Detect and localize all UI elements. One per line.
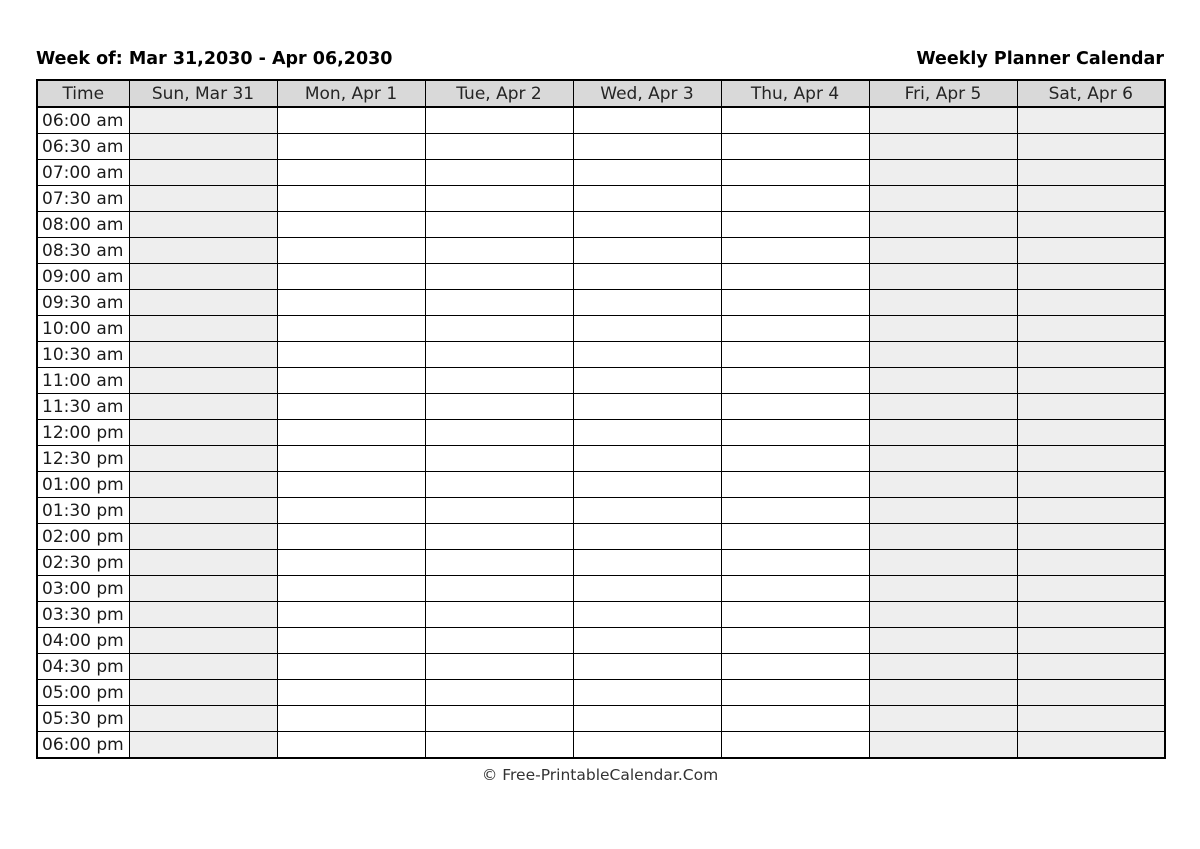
table-row: [37, 134, 1165, 160]
slot-cell-tue: [425, 446, 573, 472]
slot-cell-tue: [425, 602, 573, 628]
slot-cell-wed: [573, 628, 721, 654]
slot-cell-mon: [277, 472, 425, 498]
slot-cell-sat: [1017, 107, 1165, 134]
time-cell: 04:00 pm: [37, 628, 129, 654]
slot-cell-sun: [129, 368, 277, 394]
time-cell: 07:00 am: [37, 160, 129, 186]
table-row: [37, 290, 1165, 316]
slot-cell-tue: [425, 654, 573, 680]
slot-cell-sat: [1017, 290, 1165, 316]
slot-cell-thu: [721, 498, 869, 524]
slot-cell-wed: [573, 394, 721, 420]
slot-cell-mon: [277, 264, 425, 290]
slot-cell-sun: [129, 472, 277, 498]
slot-cell-sat: [1017, 654, 1165, 680]
table-row: [37, 472, 1165, 498]
col-header-time: Time: [37, 80, 129, 107]
table-row: [37, 342, 1165, 368]
slot-cell-sun: [129, 420, 277, 446]
slot-cell-tue: [425, 290, 573, 316]
time-cell: 06:30 am: [37, 134, 129, 160]
slot-cell-wed: [573, 342, 721, 368]
slot-cell-wed: [573, 602, 721, 628]
slot-cell-mon: [277, 290, 425, 316]
slot-cell-sat: [1017, 264, 1165, 290]
slot-cell-wed: [573, 524, 721, 550]
time-cell: 09:00 am: [37, 264, 129, 290]
table-row: [37, 107, 1165, 134]
slot-cell-wed: [573, 680, 721, 706]
slot-cell-tue: [425, 628, 573, 654]
table-row: [37, 680, 1165, 706]
slot-cell-wed: [573, 134, 721, 160]
time-cell: 12:00 pm: [37, 420, 129, 446]
slot-cell-sat: [1017, 680, 1165, 706]
slot-cell-thu: [721, 706, 869, 732]
col-header-thu: Thu, Apr 4: [721, 80, 869, 107]
time-cell: 01:00 pm: [37, 472, 129, 498]
slot-cell-fri: [869, 186, 1017, 212]
table-row: [37, 446, 1165, 472]
slot-cell-wed: [573, 550, 721, 576]
slot-cell-sat: [1017, 550, 1165, 576]
planner-table: [36, 79, 1166, 759]
slot-cell-thu: [721, 134, 869, 160]
slot-cell-wed: [573, 498, 721, 524]
time-cell: 08:30 am: [37, 238, 129, 264]
slot-cell-fri: [869, 524, 1017, 550]
table-row: [37, 186, 1165, 212]
slot-cell-wed: [573, 368, 721, 394]
slot-cell-wed: [573, 576, 721, 602]
table-row: [37, 706, 1165, 732]
slot-cell-tue: [425, 524, 573, 550]
slot-cell-fri: [869, 550, 1017, 576]
slot-cell-fri: [869, 394, 1017, 420]
slot-cell-sat: [1017, 160, 1165, 186]
time-cell: 05:00 pm: [37, 680, 129, 706]
slot-cell-fri: [869, 472, 1017, 498]
slot-cell-thu: [721, 732, 869, 759]
slot-cell-mon: [277, 160, 425, 186]
slot-cell-sun: [129, 576, 277, 602]
slot-cell-mon: [277, 394, 425, 420]
time-cell: 06:00 am: [37, 107, 129, 134]
slot-cell-tue: [425, 472, 573, 498]
time-cell: 10:30 am: [37, 342, 129, 368]
slot-cell-tue: [425, 680, 573, 706]
slot-cell-wed: [573, 446, 721, 472]
slot-cell-sun: [129, 550, 277, 576]
table-row: [37, 498, 1165, 524]
time-cell: 03:30 pm: [37, 602, 129, 628]
slot-cell-tue: [425, 264, 573, 290]
slot-cell-fri: [869, 212, 1017, 238]
slot-cell-wed: [573, 238, 721, 264]
slot-cell-sat: [1017, 134, 1165, 160]
slot-cell-sun: [129, 498, 277, 524]
time-cell: 02:00 pm: [37, 524, 129, 550]
slot-cell-tue: [425, 706, 573, 732]
time-cell: 03:00 pm: [37, 576, 129, 602]
slot-cell-tue: [425, 368, 573, 394]
slot-cell-thu: [721, 420, 869, 446]
slot-cell-mon: [277, 212, 425, 238]
table-row: [37, 160, 1165, 186]
col-header-tue: Tue, Apr 2: [425, 80, 573, 107]
slot-cell-sat: [1017, 472, 1165, 498]
time-cell: 01:30 pm: [37, 498, 129, 524]
slot-cell-sun: [129, 732, 277, 759]
slot-cell-thu: [721, 602, 869, 628]
slot-cell-fri: [869, 368, 1017, 394]
slot-cell-sun: [129, 160, 277, 186]
slot-cell-wed: [573, 654, 721, 680]
slot-cell-sat: [1017, 394, 1165, 420]
slot-cell-wed: [573, 420, 721, 446]
slot-cell-fri: [869, 654, 1017, 680]
slot-cell-tue: [425, 420, 573, 446]
slot-cell-sun: [129, 394, 277, 420]
slot-cell-fri: [869, 732, 1017, 759]
slot-cell-tue: [425, 394, 573, 420]
slot-cell-mon: [277, 368, 425, 394]
slot-cell-thu: [721, 628, 869, 654]
slot-cell-sun: [129, 628, 277, 654]
slot-cell-mon: [277, 706, 425, 732]
slot-cell-mon: [277, 498, 425, 524]
slot-cell-sun: [129, 342, 277, 368]
slot-cell-wed: [573, 107, 721, 134]
slot-cell-fri: [869, 160, 1017, 186]
slot-cell-wed: [573, 160, 721, 186]
slot-cell-thu: [721, 680, 869, 706]
slot-cell-fri: [869, 602, 1017, 628]
table-row: [37, 212, 1165, 238]
slot-cell-thu: [721, 212, 869, 238]
week-range-title: Week of: Mar 31,2030 - Apr 06,2030: [36, 49, 393, 69]
slot-cell-wed: [573, 186, 721, 212]
slot-cell-fri: [869, 316, 1017, 342]
slot-cell-mon: [277, 238, 425, 264]
slot-cell-mon: [277, 654, 425, 680]
slot-cell-mon: [277, 732, 425, 759]
slot-cell-fri: [869, 107, 1017, 134]
table-row: [37, 368, 1165, 394]
col-header-wed: Wed, Apr 3: [573, 80, 721, 107]
slot-cell-sun: [129, 446, 277, 472]
table-row: [37, 602, 1165, 628]
slot-cell-tue: [425, 732, 573, 759]
slot-cell-fri: [869, 576, 1017, 602]
slot-cell-tue: [425, 550, 573, 576]
time-cell: 05:30 pm: [37, 706, 129, 732]
slot-cell-thu: [721, 290, 869, 316]
slot-cell-mon: [277, 316, 425, 342]
page-title: Weekly Planner Calendar: [916, 49, 1164, 69]
slot-cell-thu: [721, 107, 869, 134]
slot-cell-fri: [869, 264, 1017, 290]
time-cell: 02:30 pm: [37, 550, 129, 576]
slot-cell-tue: [425, 238, 573, 264]
slot-cell-sun: [129, 107, 277, 134]
slot-cell-mon: [277, 420, 425, 446]
slot-cell-sat: [1017, 446, 1165, 472]
slot-cell-sun: [129, 602, 277, 628]
slot-cell-thu: [721, 160, 869, 186]
slot-cell-mon: [277, 342, 425, 368]
slot-cell-fri: [869, 238, 1017, 264]
table-row: [37, 420, 1165, 446]
slot-cell-sat: [1017, 316, 1165, 342]
slot-cell-wed: [573, 264, 721, 290]
slot-cell-fri: [869, 706, 1017, 732]
slot-cell-thu: [721, 524, 869, 550]
col-header-fri: Fri, Apr 5: [869, 80, 1017, 107]
table-row: [37, 264, 1165, 290]
slot-cell-sun: [129, 706, 277, 732]
slot-cell-mon: [277, 524, 425, 550]
slot-cell-thu: [721, 654, 869, 680]
slot-cell-sat: [1017, 602, 1165, 628]
slot-cell-sat: [1017, 732, 1165, 759]
slot-cell-wed: [573, 316, 721, 342]
time-cell: 06:00 pm: [37, 732, 129, 759]
slot-cell-sun: [129, 654, 277, 680]
slot-cell-sat: [1017, 628, 1165, 654]
titlebar: [0, 0, 1200, 70]
time-cell: 09:30 am: [37, 290, 129, 316]
slot-cell-sat: [1017, 420, 1165, 446]
slot-cell-sat: [1017, 576, 1165, 602]
slot-cell-mon: [277, 576, 425, 602]
table-row: [37, 394, 1165, 420]
footer-credit: © Free-PrintableCalendar.Com: [481, 766, 719, 784]
col-header-mon: Mon, Apr 1: [277, 80, 425, 107]
slot-cell-mon: [277, 446, 425, 472]
slot-cell-tue: [425, 160, 573, 186]
time-cell: 08:00 am: [37, 212, 129, 238]
slot-cell-wed: [573, 290, 721, 316]
slot-cell-sat: [1017, 706, 1165, 732]
time-cell: 11:30 am: [37, 394, 129, 420]
slot-cell-sun: [129, 524, 277, 550]
slot-cell-sun: [129, 212, 277, 238]
slot-cell-fri: [869, 342, 1017, 368]
table-row: [37, 316, 1165, 342]
slot-cell-mon: [277, 107, 425, 134]
slot-cell-fri: [869, 628, 1017, 654]
table-row: [37, 732, 1165, 759]
slot-cell-mon: [277, 680, 425, 706]
time-cell: 07:30 am: [37, 186, 129, 212]
slot-cell-fri: [869, 290, 1017, 316]
slot-cell-thu: [721, 576, 869, 602]
slot-cell-sun: [129, 238, 277, 264]
col-header-sat: Sat, Apr 6: [1017, 80, 1165, 107]
slot-cell-mon: [277, 602, 425, 628]
slot-cell-fri: [869, 446, 1017, 472]
planner-body: [37, 107, 1165, 758]
table-row: [37, 524, 1165, 550]
slot-cell-sat: [1017, 368, 1165, 394]
table-row: [37, 576, 1165, 602]
slot-cell-sat: [1017, 238, 1165, 264]
slot-cell-sun: [129, 316, 277, 342]
slot-cell-thu: [721, 472, 869, 498]
slot-cell-fri: [869, 134, 1017, 160]
slot-cell-thu: [721, 394, 869, 420]
slot-cell-mon: [277, 628, 425, 654]
slot-cell-sat: [1017, 524, 1165, 550]
table-row: [37, 654, 1165, 680]
slot-cell-thu: [721, 368, 869, 394]
slot-cell-thu: [721, 238, 869, 264]
slot-cell-fri: [869, 420, 1017, 446]
slot-cell-thu: [721, 264, 869, 290]
slot-cell-mon: [277, 134, 425, 160]
slot-cell-tue: [425, 498, 573, 524]
table-row: [37, 550, 1165, 576]
table-row: [37, 628, 1165, 654]
slot-cell-sat: [1017, 342, 1165, 368]
slot-cell-sun: [129, 134, 277, 160]
slot-cell-tue: [425, 316, 573, 342]
slot-cell-sat: [1017, 186, 1165, 212]
slot-cell-mon: [277, 186, 425, 212]
slot-cell-mon: [277, 550, 425, 576]
slot-cell-sat: [1017, 498, 1165, 524]
slot-cell-wed: [573, 472, 721, 498]
slot-cell-wed: [573, 732, 721, 759]
time-cell: 10:00 am: [37, 316, 129, 342]
slot-cell-sun: [129, 290, 277, 316]
slot-cell-wed: [573, 212, 721, 238]
slot-cell-fri: [869, 498, 1017, 524]
slot-cell-tue: [425, 212, 573, 238]
slot-cell-wed: [573, 706, 721, 732]
slot-cell-thu: [721, 446, 869, 472]
slot-cell-tue: [425, 107, 573, 134]
slot-cell-thu: [721, 342, 869, 368]
table-row: [37, 238, 1165, 264]
table-header-row: [37, 80, 1165, 107]
slot-cell-fri: [869, 680, 1017, 706]
col-header-sun: Sun, Mar 31: [129, 80, 277, 107]
slot-cell-sun: [129, 186, 277, 212]
slot-cell-tue: [425, 342, 573, 368]
slot-cell-sun: [129, 680, 277, 706]
slot-cell-sun: [129, 264, 277, 290]
time-cell: 04:30 pm: [37, 654, 129, 680]
slot-cell-tue: [425, 576, 573, 602]
slot-cell-sat: [1017, 212, 1165, 238]
slot-cell-thu: [721, 186, 869, 212]
slot-cell-tue: [425, 134, 573, 160]
slot-cell-thu: [721, 316, 869, 342]
time-cell: 11:00 am: [37, 368, 129, 394]
slot-cell-tue: [425, 186, 573, 212]
slot-cell-thu: [721, 550, 869, 576]
time-cell: 12:30 pm: [37, 446, 129, 472]
